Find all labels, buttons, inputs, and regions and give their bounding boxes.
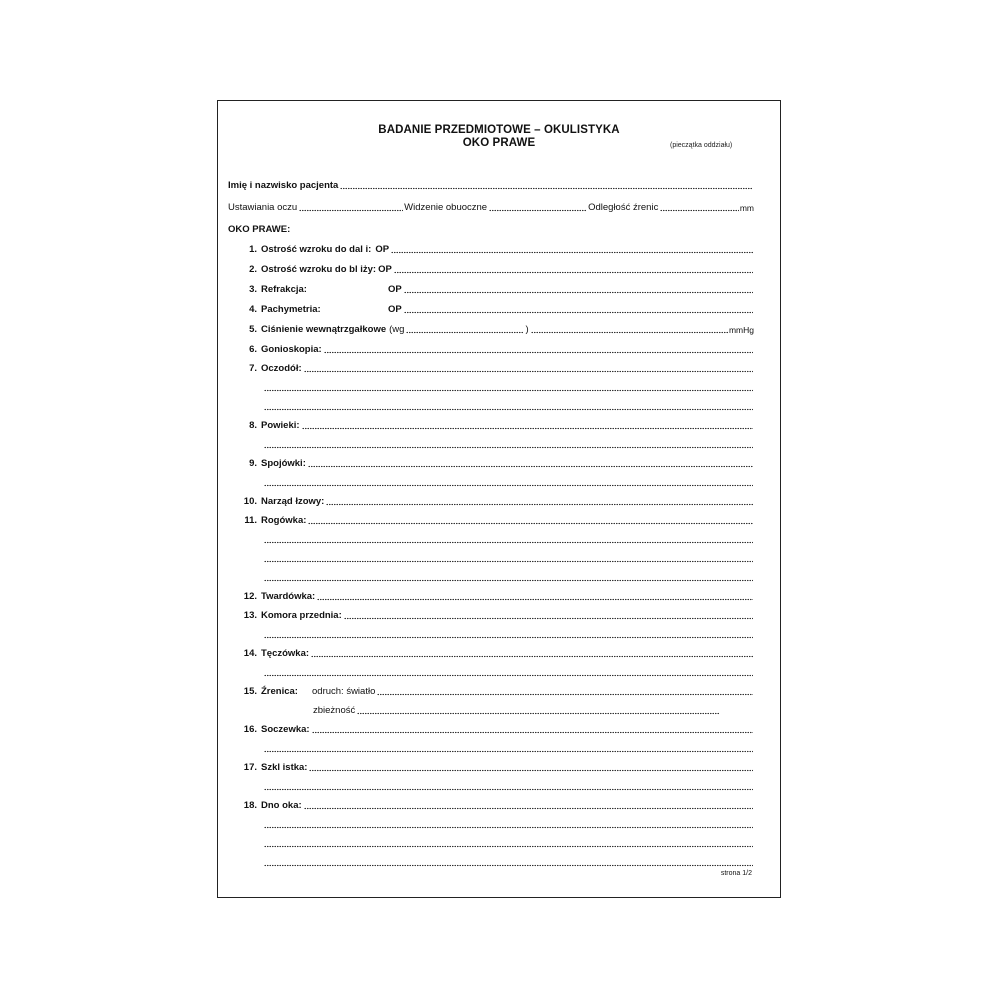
item-7-continuation-2 <box>262 399 754 413</box>
item-9-field-line-2[interactable] <box>264 484 753 487</box>
item-7-field-line-2[interactable] <box>264 389 753 392</box>
item-6-number: 6. <box>249 344 257 355</box>
item-11-continuation-3 <box>262 570 754 584</box>
item-18-label: Dno oka: <box>261 800 302 811</box>
item-13-row <box>228 608 754 622</box>
item-2-op: OP <box>378 264 392 275</box>
item-16-number: 16. <box>243 724 257 735</box>
item-2-row <box>228 262 754 276</box>
eye-position-field[interactable] <box>299 209 403 212</box>
item-10-field[interactable] <box>326 503 753 506</box>
item-5-method-field[interactable] <box>406 331 524 334</box>
item-18-continuation-1 <box>262 817 754 831</box>
item-17-number: 17. <box>243 762 257 773</box>
item-18-field-line-3[interactable] <box>264 845 753 848</box>
item-18-field[interactable] <box>304 807 753 810</box>
item-3-row <box>228 282 754 296</box>
item-3-op: OP <box>388 284 402 295</box>
item-5-unit: mmHg <box>728 325 754 335</box>
item-13-continuation-1 <box>262 627 754 641</box>
item-5-number: 5. <box>249 324 257 335</box>
item-12-row <box>228 589 754 603</box>
form-sheet <box>217 100 781 898</box>
item-8-field[interactable] <box>302 427 753 430</box>
item-13-field-line-2[interactable] <box>264 636 753 639</box>
item-18-number: 18. <box>243 800 257 811</box>
item-9-number: 9. <box>249 458 257 469</box>
item-14-field-line-2[interactable] <box>264 674 753 677</box>
item-5-label: Ciśnienie wewnątrzgałkowe <box>261 324 387 335</box>
item-9-field[interactable] <box>308 465 753 468</box>
item-10-label: Narząd łzowy: <box>261 496 325 507</box>
item-5-row <box>228 322 754 336</box>
item-4-op: OP <box>388 304 402 315</box>
item-11-continuation-1 <box>262 532 754 546</box>
item-18-field-line-4[interactable] <box>264 864 753 867</box>
eye-position-label: Ustawiania oczu <box>228 202 298 213</box>
item-4-label: Pachymetria: <box>261 304 321 315</box>
item-13-label: Komora przednia: <box>261 610 342 621</box>
item-9-label: Spojówki: <box>261 458 306 469</box>
item-6-label: Gonioskopia: <box>261 344 322 355</box>
item-1-label: Ostrość wzroku do dal i: <box>261 244 372 255</box>
item-14-label: Tęczówka: <box>261 648 310 659</box>
item-6-field[interactable] <box>324 351 753 354</box>
item-7-label: Oczodół: <box>261 363 302 374</box>
item-17-field[interactable] <box>309 769 753 772</box>
item-11-field[interactable] <box>308 522 753 525</box>
item-11-label: Rogówka: <box>261 515 307 526</box>
item-5-method-prefix: (wg <box>389 324 405 335</box>
item-8-field-line-2[interactable] <box>264 446 753 449</box>
item-14-field[interactable] <box>311 655 753 658</box>
item-1-number: 1. <box>249 244 257 255</box>
item-12-number: 12. <box>243 591 257 602</box>
item-18-field-line-2[interactable] <box>264 826 753 829</box>
item-6-row <box>228 342 754 356</box>
section-label: OKO PRAWE: <box>228 224 291 235</box>
item-12-field[interactable] <box>317 598 753 601</box>
pupil-distance-unit: mm <box>739 203 754 213</box>
item-2-field[interactable] <box>394 271 753 274</box>
item-15-reflex-label: odruch: światło <box>312 686 376 697</box>
item-15-convergence-row <box>313 703 720 717</box>
patient-name-label: Imię i nazwisko pacjenta <box>228 180 339 191</box>
item-5-method-close: ) <box>525 324 529 335</box>
item-11-number: 11. <box>244 515 257 526</box>
form-title-line2: OKO PRAWE <box>462 137 536 149</box>
item-3-number: 3. <box>249 284 257 295</box>
item-11-row <box>228 513 754 527</box>
eye-alignment-row <box>228 200 754 214</box>
item-15-convergence-label: zbieżność <box>313 705 356 716</box>
item-18-continuation-3 <box>262 855 754 869</box>
item-16-field-line-2[interactable] <box>264 750 753 753</box>
binocular-vision-label: Widzenie obuoczne <box>404 202 488 213</box>
item-11-field-line-2[interactable] <box>264 541 753 544</box>
item-1-row <box>228 242 754 256</box>
item-10-number: 10. <box>243 496 257 507</box>
item-18-continuation-2 <box>262 836 754 850</box>
pupil-distance-field[interactable] <box>660 209 739 212</box>
item-13-number: 13. <box>243 610 257 621</box>
item-18-row <box>228 798 754 812</box>
pupil-distance-label: Odległość źrenic <box>588 202 659 213</box>
item-7-number: 7. <box>249 363 257 374</box>
item-8-continuation-1 <box>262 437 754 451</box>
item-14-number: 14. <box>243 648 257 659</box>
item-7-field-line-3[interactable] <box>264 408 753 411</box>
item-10-row <box>228 494 754 508</box>
item-9-row <box>228 456 754 470</box>
form-title-line1: BADANIE PRZEDMIOTOWE – OKULISTYKA <box>378 124 620 136</box>
item-17-label: Szkl istka: <box>261 762 308 773</box>
item-11-field-line-3[interactable] <box>264 560 753 563</box>
item-11-field-line-4[interactable] <box>264 579 753 582</box>
item-1-field[interactable] <box>391 251 753 254</box>
item-7-field[interactable] <box>304 370 753 373</box>
patient-name-field[interactable] <box>340 187 753 190</box>
item-17-field-line-2[interactable] <box>264 788 753 791</box>
item-7-row <box>228 361 754 375</box>
item-15-convergence-field[interactable] <box>357 712 719 715</box>
item-15-row <box>228 684 754 698</box>
ward-stamp-placeholder: (pieczątka oddziału) <box>670 142 733 149</box>
item-15-label: Źrenica: <box>261 686 298 697</box>
binocular-vision-field[interactable] <box>489 209 587 212</box>
item-4-row <box>228 302 754 316</box>
item-3-label: Refrakcja: <box>261 284 307 295</box>
item-3-field[interactable] <box>404 291 753 294</box>
patient-name-row <box>228 178 754 192</box>
item-16-label: Soczewka: <box>261 724 310 735</box>
item-8-label: Powieki: <box>261 420 300 431</box>
item-9-continuation-1 <box>262 475 754 489</box>
item-16-field[interactable] <box>312 731 753 734</box>
item-12-label: Twardówka: <box>261 591 316 602</box>
item-11-continuation-2 <box>262 551 754 565</box>
item-15-reflex-field[interactable] <box>377 693 753 696</box>
section-header-row <box>228 222 754 236</box>
item-4-field[interactable] <box>404 311 753 314</box>
item-17-row <box>228 760 754 774</box>
item-2-number: 2. <box>249 264 257 275</box>
item-8-number: 8. <box>249 420 257 431</box>
item-8-row <box>228 418 754 432</box>
item-14-continuation-1 <box>262 665 754 679</box>
item-16-continuation-1 <box>262 741 754 755</box>
item-5-field[interactable] <box>531 331 728 334</box>
item-15-number: 15. <box>243 686 257 697</box>
item-2-label: Ostrość wzroku do bl iży: <box>261 264 377 275</box>
item-13-field[interactable] <box>344 617 753 620</box>
item-1-op: OP <box>375 244 390 255</box>
item-14-row <box>228 646 754 660</box>
item-4-number: 4. <box>249 304 257 315</box>
page-number: strona 1/2 <box>720 870 752 877</box>
item-7-continuation-1 <box>262 380 754 394</box>
item-17-continuation-1 <box>262 779 754 793</box>
item-16-row <box>228 722 754 736</box>
